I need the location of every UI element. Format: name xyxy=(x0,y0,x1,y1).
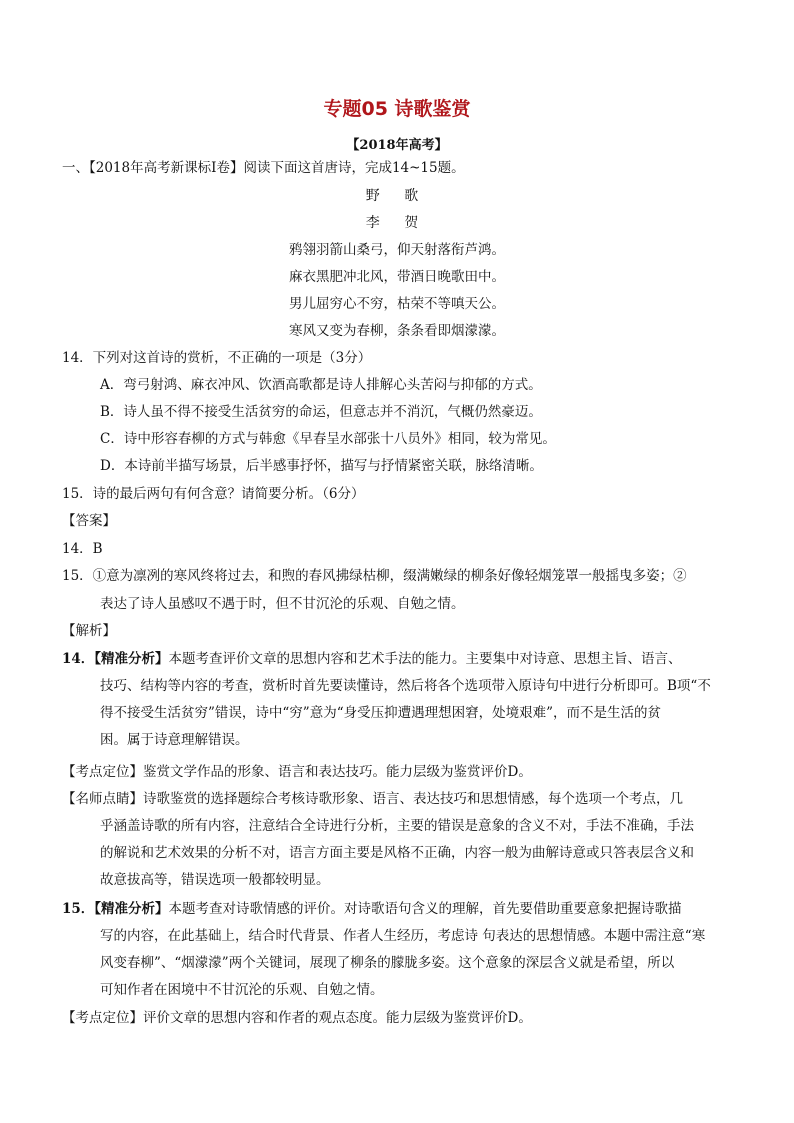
analysis-14-text: 本题考查评价文章的思想内容和艺术手法的能力。主要集中对诗意、思想主旨、语言、 xyxy=(168,651,682,667)
knowledge-point-2 xyxy=(62,1008,532,1028)
analysis-14-line-4: 困。属于诗意理解错误。 xyxy=(100,732,249,748)
analysis-15-line-4: 可知作者在困境中不甘沉沦的乐观、自勉之情。 xyxy=(100,982,384,998)
knowledge-point-tag: 【考点定位】 xyxy=(62,764,143,780)
knowledge-point-1 xyxy=(62,762,532,782)
teacher-tip-line-2: 乎涵盖诗歌的所有内容，注意结合全诗进行分析，主要的错误是意象的含义不对，手法不准确，手法 xyxy=(100,818,694,834)
question-14: 14．下列对这首诗的赏析，不正确的一项是（3分） xyxy=(62,350,372,366)
poem-title: 野 歌 xyxy=(365,188,429,204)
teacher-tip-line-1 xyxy=(62,789,683,809)
page-title: 专题05 诗歌鉴赏 xyxy=(323,98,471,120)
teacher-tip-line-4: 故意拔高等，错误选项一般都较明显。 xyxy=(100,872,330,888)
analysis-15-line-1 xyxy=(62,899,682,919)
poem-author: 李 贺 xyxy=(365,215,429,231)
question-15: 15．诗的最后两句有何含意？请简要分析。（6分） xyxy=(62,486,365,502)
knowledge-point-text: 评价文章的思想内容和作者的观点态度。能力层级为鉴赏评价D。 xyxy=(143,1010,532,1026)
answer-14: 14．B xyxy=(62,541,103,557)
analysis-15-line-3: 风变春柳”、“烟濛濛”两个关键词，展现了柳条的朦胧多姿。这个意象的深层含义就是希望，所以 xyxy=(100,955,675,971)
analysis-15-line-2: 写的内容，在此基础上，结合时代背景、作者人生经历，考虑诗 句表达的思想情感。本题中需注意“寒 xyxy=(100,928,706,944)
teacher-tip-line-3: 的解说和艺术效果的分析不对，语言方面主要是风格不正确，内容一般为曲解诗意或只答表层含义和 xyxy=(100,845,694,861)
analysis-14-line-3: 得不接受生活贫穷”错误，诗中“穷”意为“身受压抑遭遇理想困窘，处境艰难”，而不是生活的贫 xyxy=(100,705,662,721)
question-intro: 一、【2018年高考新课标Ⅰ卷】阅读下面这首唐诗，完成14~15题。 xyxy=(62,160,465,176)
analysis-14-line-2: 技巧、结构等内容的考查，赏析时首先要读懂诗，然后将各个选项带入原诗句中进行分析即可。B项“不 xyxy=(100,678,711,694)
poem-line: 鸦翎羽箭山桑弓，仰天射落衔芦鸿。 xyxy=(289,242,505,258)
option-c: C．诗中形容春柳的方式与韩愈《早春呈水部张十八员外》相同，较为常见。 xyxy=(100,431,556,447)
poem-line: 麻衣黑肥冲北风，带酒日晚歌田中。 xyxy=(289,269,505,285)
analysis-heading: 【解析】 xyxy=(62,623,116,639)
teacher-tip-tag: 【名师点睛】 xyxy=(62,791,143,807)
poem-line: 寒风又变为春柳，条条看即烟濛濛。 xyxy=(289,323,505,339)
option-a: A．弯弓射鸿、麻衣冲风、饮酒高歌都是诗人排解心头苦闷与抑郁的方式。 xyxy=(100,377,542,393)
option-d: D．本诗前半描写场景，后半感事抒怀，描写与抒情紧密关联，脉络清晰。 xyxy=(100,458,543,474)
poem-line: 男儿屈穷心不穷，枯荣不等嗔天公。 xyxy=(289,296,505,312)
teacher-tip-text: 诗歌鉴赏的选择题综合考核诗歌形象、语言、表达技巧和思想情感，每个选项一个考点，几 xyxy=(143,791,683,807)
year-heading: 【2018年高考】 xyxy=(346,138,448,153)
precise-analysis-tag: 【精准分析】 xyxy=(94,901,169,917)
precise-analysis-tag: 【精准分析】 xyxy=(94,651,169,667)
option-b: B．诗人虽不得不接受生活贫穷的命运，但意志并不消沉，气概仍然豪迈。 xyxy=(100,404,542,420)
analysis-15-text: 本题考查对诗歌情感的评价。对诗歌语句含义的理解，首先要借助重要意象把握诗歌描 xyxy=(168,901,682,917)
answer-15-line-2: 表达了诗人虽感叹不遇于时，但不甘沉沦的乐观、自勉之情。 xyxy=(100,596,465,612)
knowledge-point-tag: 【考点定位】 xyxy=(62,1010,143,1026)
answer-15-line-1: 15．①意为凛冽的寒风终将过去，和煦的春风拂绿枯柳，缀满嫩绿的柳条好像轻烟笼罩一般摇曳多姿；② xyxy=(62,568,687,584)
analysis-15-number: 15． xyxy=(62,901,95,917)
knowledge-point-text: 鉴赏文学作品的形象、语言和表达技巧。能力层级为鉴赏评价D。 xyxy=(143,764,532,780)
answer-heading: 【答案】 xyxy=(62,513,116,529)
analysis-14-line-1 xyxy=(62,649,682,669)
analysis-14-number: 14． xyxy=(62,651,95,667)
